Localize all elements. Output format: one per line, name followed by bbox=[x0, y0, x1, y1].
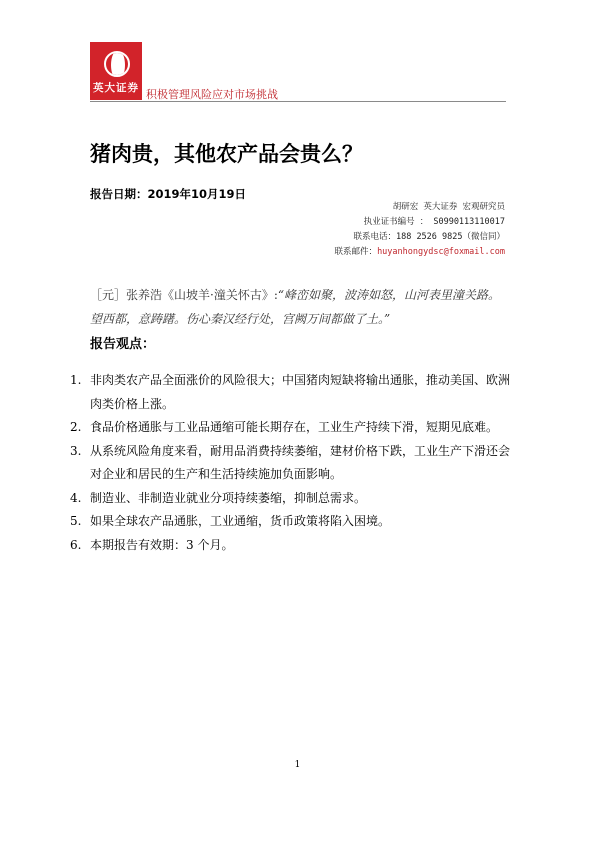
report-title: 猪肉贵，其他农产品会贵么？ bbox=[90, 142, 363, 166]
list-item-text: 食品价格通胀与工业品通缩可能长期存在，工业生产持续下滑，短期见底难。 bbox=[90, 420, 499, 434]
list-item-text: 本期报告有效期：3 个月。 bbox=[90, 537, 234, 552]
quote-text: “峰峦如聚，波涛如怒，山河表里潼关路。望西都，意踌躇。伤心秦汉经行处，宫阙万间都做了土。” bbox=[90, 288, 500, 326]
page-number: 1 bbox=[294, 760, 301, 770]
list-item bbox=[70, 487, 510, 511]
list-item-number: 2. bbox=[70, 420, 82, 434]
analyst-name-line: 胡研宏 英大证券 宏观研究员 bbox=[392, 202, 505, 212]
analyst-phone-line: 联系电话：188 2526 9825（微信同） bbox=[353, 232, 505, 242]
header-divider bbox=[90, 101, 506, 102]
list-item-text: 制造业、非制造业就业分项持续萎缩，抑制总需求。 bbox=[90, 490, 367, 505]
list-item bbox=[70, 440, 510, 487]
list-item-number: 1. bbox=[70, 373, 82, 387]
list-item bbox=[70, 416, 510, 440]
report-date: 报告日期：2019年10月19日 bbox=[90, 187, 247, 201]
quote-source: ［元］张养浩《山坡羊·潼关怀古》: bbox=[90, 288, 278, 302]
list-item bbox=[70, 369, 510, 416]
logo-text: 英大证券 bbox=[93, 82, 139, 94]
list-item-number: 6. bbox=[70, 537, 82, 552]
epigraph-quote bbox=[90, 283, 506, 331]
list-item-number: 5. bbox=[70, 514, 82, 528]
key-points-list bbox=[70, 369, 510, 557]
analyst-email-line bbox=[335, 245, 505, 260]
list-item-text: 从系统风险角度来看，耐用品消费持续萎缩，建材价格下跌，工业生产下滑还会对企业和居民的生产和生活持续施加负面影响。 bbox=[90, 443, 511, 481]
company-logo bbox=[90, 42, 142, 100]
list-item-text: 非肉类农产品全面涨价的风险很大；中国猪肉短缺将输出通胀，推动美国、欧洲肉类价格上涨。 bbox=[90, 373, 511, 411]
section-title: 报告观点： bbox=[90, 337, 156, 352]
list-item-number: 4. bbox=[70, 490, 82, 505]
list-item-text: 如果全球农产品通胀，工业通缩，货币政策将陷入困境。 bbox=[90, 514, 391, 528]
email-link[interactable]: huyanhongydsc@foxmail.com bbox=[377, 247, 505, 257]
analyst-license-line: 执业证书编号 ： S0990113110017 bbox=[363, 217, 505, 227]
header-slogan: 积极管理风险应对市场挑战 bbox=[146, 88, 278, 101]
list-item-number: 3. bbox=[70, 443, 82, 458]
list-item bbox=[70, 510, 510, 534]
list-item bbox=[70, 534, 510, 558]
email-label: 联系邮件： bbox=[334, 247, 378, 257]
logo-emblem-icon bbox=[104, 51, 130, 77]
